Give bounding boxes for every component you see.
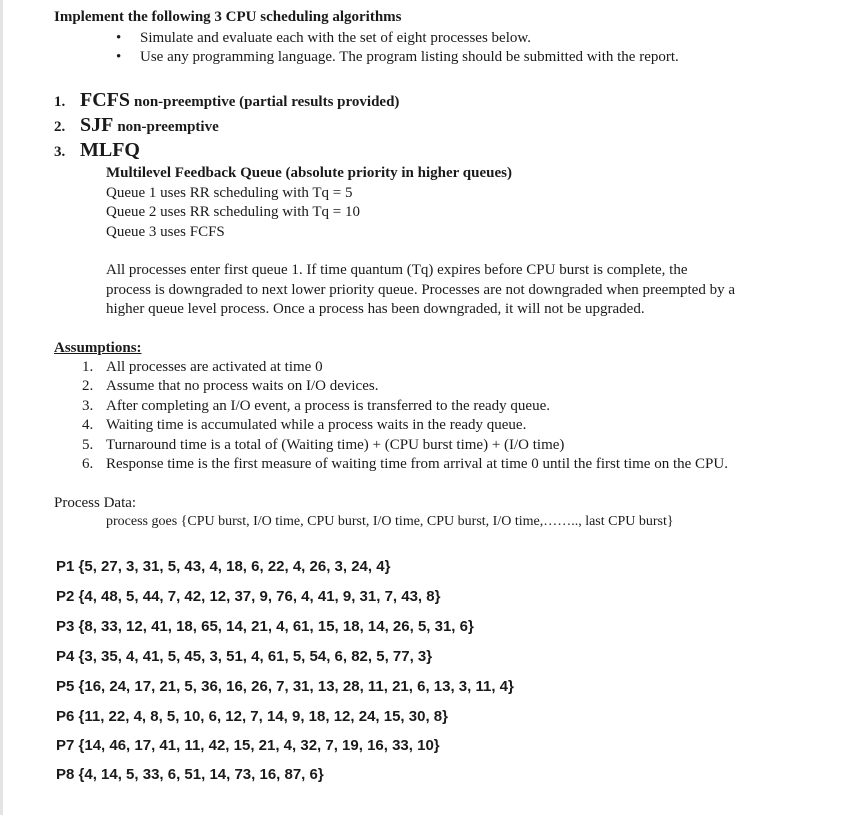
process-data-format: process goes {CPU burst, I/O time, CPU burst, I/O time, CPU burst, I/O time,…….., last CPU burst} xyxy=(106,514,674,529)
algorithm-description: non-preemptive (partial results provided) xyxy=(134,94,400,110)
algorithm-item-mlfq xyxy=(80,139,140,162)
process-row-p5: P5 {16, 24, 17, 21, 5, 36, 16, 26, 7, 31, 13, 28, 11, 21, 6, 13, 3, 11, 4} xyxy=(56,678,514,695)
mlfq-paragraph-line: higher queue level process. Once a process has been downgraded, it will not be upgraded. xyxy=(106,301,645,317)
process-row-p7: P7 {14, 46, 17, 41, 11, 42, 15, 21, 4, 32, 7, 19, 16, 33, 10} xyxy=(56,737,440,754)
assumption-item: Turnaround time is a total of (Waiting time) + (CPU burst time) + (I/O time) xyxy=(106,437,565,453)
process-row-p4: P4 {3, 35, 4, 41, 5, 45, 3, 51, 4, 61, 5, 54, 6, 82, 5, 77, 3} xyxy=(56,648,433,665)
process-data-label: Process Data: xyxy=(54,495,137,511)
algorithm-item-sjf xyxy=(80,114,219,137)
algorithm-number: 3. xyxy=(54,144,66,160)
assumptions-title: Assumptions: xyxy=(54,340,142,356)
mlfq-paragraph-line: process is downgraded to next lower priority queue. Processes are not downgraded when preempted by a xyxy=(106,282,735,298)
assumption-item: After completing an I/O event, a process is transferred to the ready queue. xyxy=(106,398,550,414)
algorithm-number: 1. xyxy=(54,94,66,110)
process-row-p1: P1 {5, 27, 3, 31, 5, 43, 4, 18, 6, 22, 4, 26, 3, 24, 4} xyxy=(56,558,391,575)
algorithm-item-fcfs xyxy=(80,89,399,112)
assumption-item: Waiting time is accumulated while a process waits in the ready queue. xyxy=(106,417,527,433)
assignment-heading: Implement the following 3 CPU scheduling algorithms xyxy=(54,9,402,25)
intro-bullet-2: Use any programming language. The program listing should be submitted with the report. xyxy=(140,49,679,65)
process-row-p8: P8 {4, 14, 5, 33, 6, 51, 14, 73, 16, 87, 6} xyxy=(56,766,324,783)
assumption-number: 6. xyxy=(82,456,94,472)
algorithm-name: MLFQ xyxy=(80,139,140,161)
intro-bullet-1: Simulate and evaluate each with the set of eight processes below. xyxy=(140,30,531,46)
assumption-item: All processes are activated at time 0 xyxy=(106,359,323,375)
bullet-icon: • xyxy=(116,30,122,46)
algorithm-name: FCFS xyxy=(80,89,130,111)
mlfq-title: Multilevel Feedback Queue (absolute priority in higher queues) xyxy=(106,165,512,181)
assumption-number: 5. xyxy=(82,437,94,453)
assumption-number: 1. xyxy=(82,359,94,375)
process-row-p2: P2 {4, 48, 5, 44, 7, 42, 12, 37, 9, 76, 4, 41, 9, 31, 7, 43, 8} xyxy=(56,588,441,605)
assumption-item: Response time is the first measure of waiting time from arrival at time 0 until the first time on the CPU. xyxy=(106,456,728,472)
assumption-item: Assume that no process waits on I/O devices. xyxy=(106,378,379,394)
assumption-number: 2. xyxy=(82,378,94,394)
process-row-p3: P3 {8, 33, 12, 41, 18, 65, 14, 21, 4, 61, 15, 18, 14, 26, 5, 31, 6} xyxy=(56,618,474,635)
mlfq-queue-1: Queue 1 uses RR scheduling with Tq = 5 xyxy=(106,185,353,201)
algorithm-name: SJF xyxy=(80,114,114,136)
assumption-number: 3. xyxy=(82,398,94,414)
algorithm-number: 2. xyxy=(54,119,66,135)
bullet-icon: • xyxy=(116,49,122,65)
mlfq-paragraph-line: All processes enter first queue 1. If time quantum (Tq) expires before CPU burst is complete, the xyxy=(106,262,688,278)
process-row-p6: P6 {11, 22, 4, 8, 5, 10, 6, 12, 7, 14, 9, 18, 12, 24, 15, 30, 8} xyxy=(56,708,448,725)
mlfq-queue-2: Queue 2 uses RR scheduling with Tq = 10 xyxy=(106,204,360,220)
assumption-number: 4. xyxy=(82,417,94,433)
mlfq-queue-3: Queue 3 uses FCFS xyxy=(106,224,225,240)
algorithm-description: non-preemptive xyxy=(117,119,219,135)
